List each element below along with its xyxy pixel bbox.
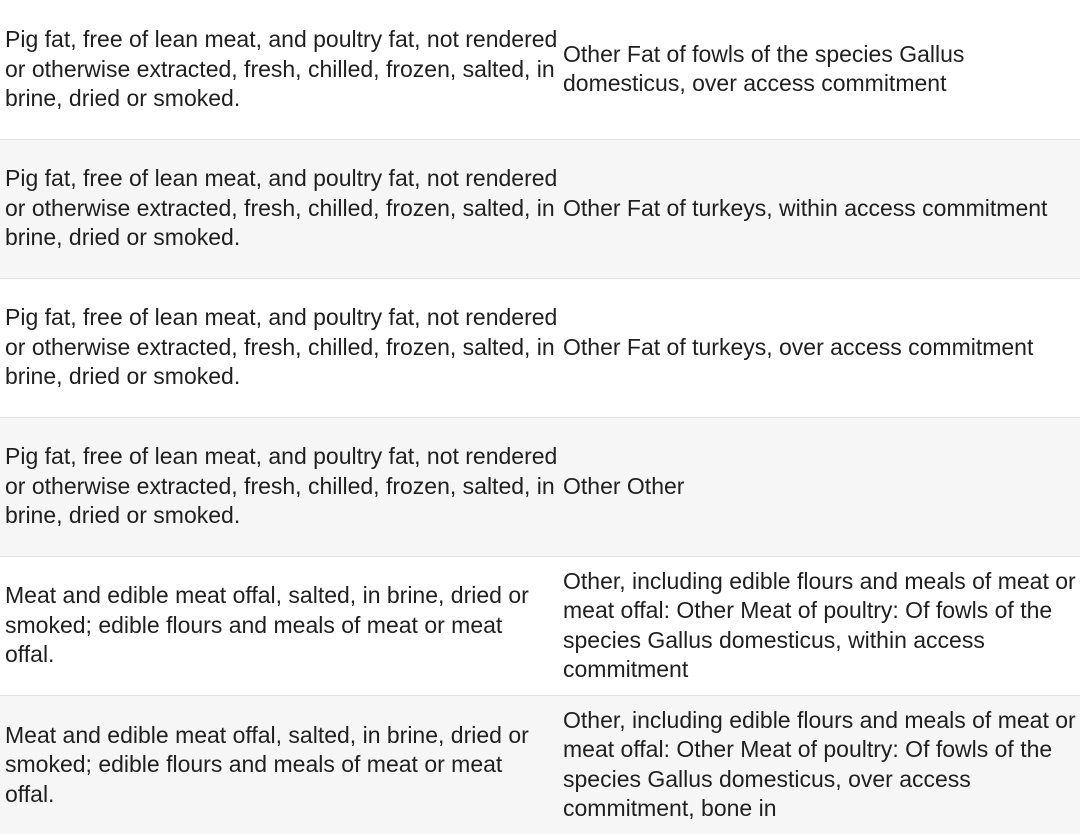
- subheading-cell: Other, including edible flours and meals of meat or meat offal: Other Meat of poultry: Of fowls of the species Gallus domesticus, within access commitment: [563, 567, 1076, 682]
- subheading-cell: Other Fat of turkeys, over access commitment: [563, 333, 1034, 360]
- subheading-cell: Other Other: [563, 472, 685, 499]
- subheading-cell: Other Fat of turkeys, within access commitment: [563, 194, 1048, 221]
- table-row: [0, 695, 1080, 834]
- table-row: [0, 417, 1080, 556]
- subheading-cell: Other, including edible flours and meals of meat or meat offal: Other Meat of poultry: Of fowls of the species Gallus domesticus, over access commitment, bone in: [563, 706, 1076, 822]
- table-row: [0, 139, 1080, 278]
- description-cell: Meat and edible meat offal, salted, in brine, dried or smoked; edible flours and meals of meat or meat offal.: [5, 721, 529, 807]
- description-cell: Meat and edible meat offal, salted, in brine, dried or smoked; edible flours and meals of meat or meat offal.: [5, 582, 529, 668]
- description-cell: Pig fat, free of lean meat, and poultry fat, not rendered or otherwise extracted, fresh, chilled, frozen, salted, in brine, dried or smoked.: [5, 165, 558, 251]
- table-row: [0, 0, 1080, 139]
- table-row: [0, 556, 1080, 695]
- table-row: [0, 278, 1080, 417]
- description-cell: Pig fat, free of lean meat, and poultry fat, not rendered or otherwise extracted, fresh, chilled, frozen, salted, in brine, dried or smoked.: [5, 304, 558, 390]
- description-cell: Pig fat, free of lean meat, and poultry fat, not rendered or otherwise extracted, fresh, chilled, frozen, salted, in brine, dried or smoked.: [5, 443, 558, 529]
- subheading-cell: Other Fat of fowls of the species Gallus domesticus, over access commitment: [563, 40, 965, 97]
- description-cell: Pig fat, free of lean meat, and poultry fat, not rendered or otherwise extracted, fresh, chilled, frozen, salted, in brine, dried or smoked.: [5, 26, 558, 111]
